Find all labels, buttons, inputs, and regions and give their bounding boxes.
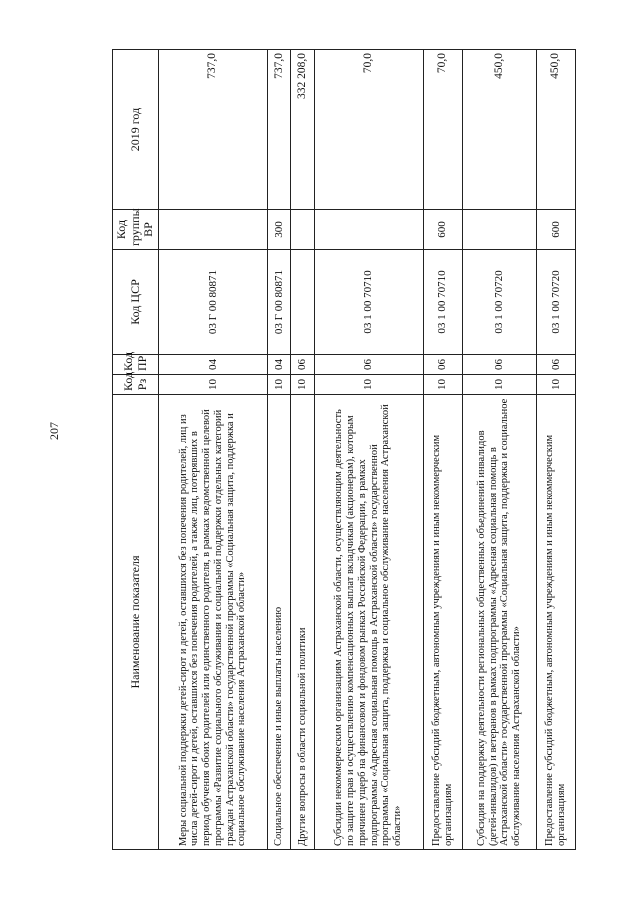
row-name: Меры социальной поддержки детей-сирот и детей, оставшихся без попечения родителей, лиц из числа детей-сирот и детей, оставшихся без попечения родителей, а также лиц, потерявших в период обучения обоих родителей или единственного родителя, в рамках ведомственной целевой программы «Развитие социального обслуживания и социальной поддержки отдельных категорий граждан Астраханской области» государственной программы «Социальная защита, поддержка и социальное обслуживание населения Астраханской области» — [159, 395, 268, 850]
row-rz: 10 — [536, 375, 575, 395]
table-row — [462, 50, 536, 850]
row-name: Другие вопросы в области социальной политики — [291, 395, 314, 850]
row-amount: 737,0 — [267, 50, 290, 210]
row-pr: 06 — [314, 355, 423, 375]
row-amount: 450,0 — [462, 50, 536, 210]
row-csr: 03 Г 00 80871 — [159, 250, 268, 355]
row-vr: 300 — [267, 210, 290, 250]
row-rz: 10 — [423, 375, 462, 395]
row-vr: 600 — [536, 210, 575, 250]
row-vr — [462, 210, 536, 250]
table-row — [267, 50, 290, 850]
table-row — [423, 50, 462, 850]
row-csr: 03 1 00 70720 — [462, 250, 536, 355]
table-row — [314, 50, 423, 850]
row-amount: 450,0 — [536, 50, 575, 210]
row-pr: 04 — [159, 355, 268, 375]
row-rz: 10 — [267, 375, 290, 395]
row-pr: 06 — [536, 355, 575, 375]
header-code-vr: Код группы ВР — [113, 210, 159, 250]
budget-table — [112, 49, 576, 850]
row-name: Предоставление субсидий бюджетным, автономным учреждениям и иным некоммерческим организациям — [536, 395, 575, 850]
row-amount: 70,0 — [314, 50, 423, 210]
row-name: Субсидии некоммерческим организациям Астраханской области, осуществляющим деятельность по защите прав и осуществлению компенсационных выплат вкладчикам (акционерам), которым причинен ущерб на финансовом и фондовом рынках Российской Федерации, в рамках подпрограммы «Адресная социальная помощь в Астраханской области» государственной программы «Социальная защита, поддержка и социальное обслуживание населения Астраханской области» — [314, 395, 423, 850]
row-vr: 600 — [423, 210, 462, 250]
page-number: 207 — [47, 422, 61, 440]
row-amount: 332 208,0 — [291, 50, 314, 210]
header-year: 2019 год — [113, 50, 159, 210]
table-row — [291, 50, 314, 850]
row-csr: 03 Г 00 80871 — [267, 250, 290, 355]
row-name: Субсидия на поддержку деятельности региональных общественных объединений инвалидов (детей-инвалидов) и ветеранов в рамках подпрограммы «Адресная социальная помощь в Астраханской области» государственной программы «Социальная защита, поддержка и социальное обслуживание населения Астраханской области» — [462, 395, 536, 850]
row-pr: 06 — [462, 355, 536, 375]
row-pr: 06 — [423, 355, 462, 375]
row-csr: 03 1 00 70720 — [536, 250, 575, 355]
row-rz: 10 — [462, 375, 536, 395]
row-rz: 10 — [314, 375, 423, 395]
row-csr: 03 1 00 70710 — [314, 250, 423, 355]
row-name: Предоставление субсидий бюджетным, автономным учреждениям и иным некоммерческим организациям — [423, 395, 462, 850]
budget-table-rotated — [112, 50, 576, 850]
row-pr: 04 — [267, 355, 290, 375]
header-code-csr: Код ЦСР — [113, 250, 159, 355]
table-row — [159, 50, 268, 850]
table-row — [536, 50, 575, 850]
table-header-row — [113, 50, 159, 850]
header-name: Наименование показателя — [113, 395, 159, 850]
row-csr — [291, 250, 314, 355]
row-vr — [291, 210, 314, 250]
row-rz: 10 — [159, 375, 268, 395]
row-name: Социальное обеспечение и иные выплаты населению — [267, 395, 290, 850]
row-rz: 10 — [291, 375, 314, 395]
header-code-rz: Код Рз — [113, 375, 159, 395]
row-amount: 70,0 — [423, 50, 462, 210]
row-vr — [159, 210, 268, 250]
row-vr — [314, 210, 423, 250]
row-pr: 06 — [291, 355, 314, 375]
row-amount: 737,0 — [159, 50, 268, 210]
row-csr: 03 1 00 70710 — [423, 250, 462, 355]
header-code-pr: Код ПР — [113, 355, 159, 375]
